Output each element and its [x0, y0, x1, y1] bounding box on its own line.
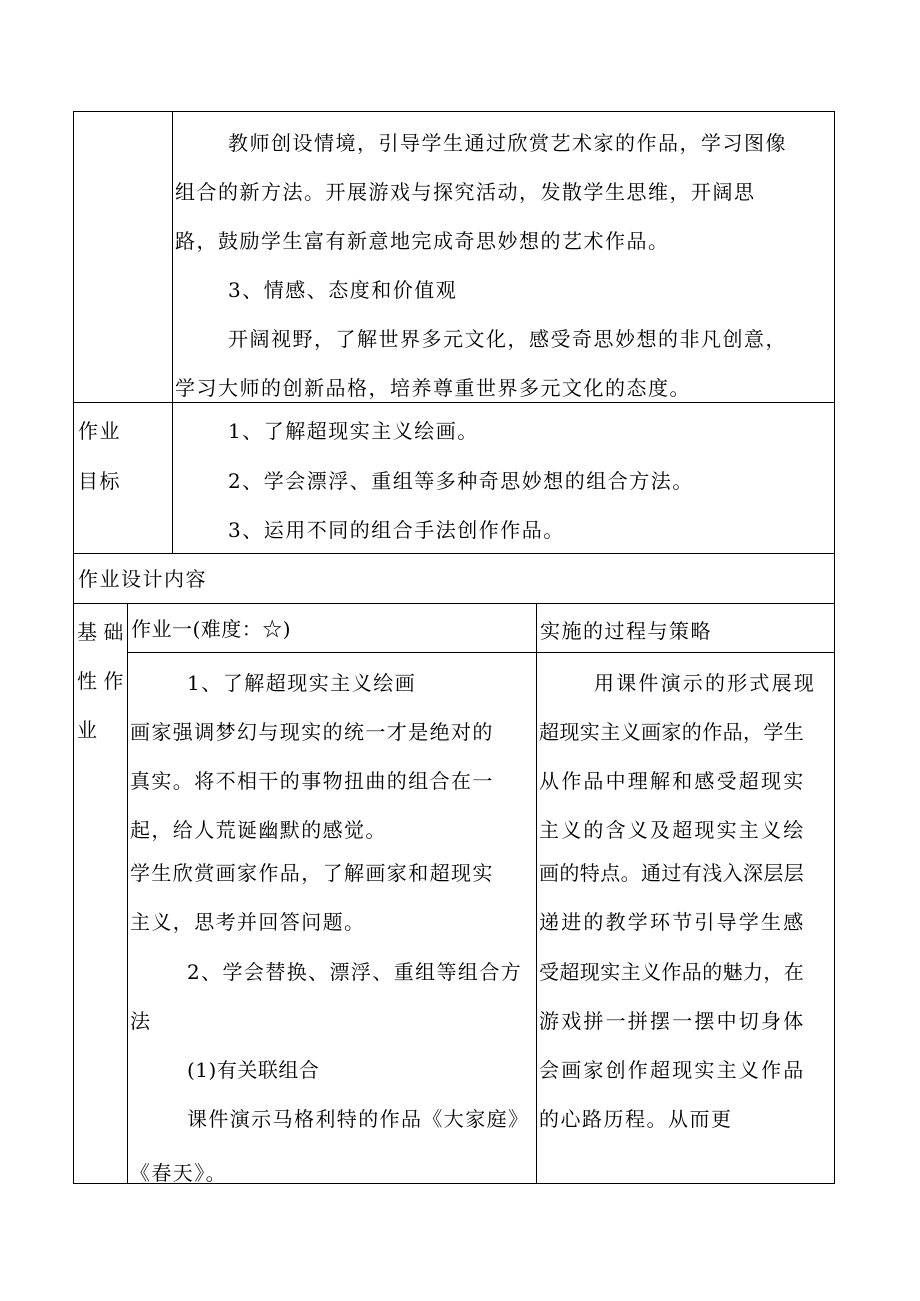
text-line: 超现实主义画家的作品，学生: [539, 720, 805, 744]
text-line: 游戏拼一拼摆一摆中切身体: [539, 1009, 806, 1033]
label-column-divider: [172, 111, 173, 554]
section-heading: 3、情感、态度和价值观: [228, 278, 458, 302]
homework-header: 作业一(难度：☆): [131, 617, 292, 641]
table-border-top: [73, 111, 835, 112]
goal-item: 3、运用不同的组合手法创作作品。: [228, 518, 565, 542]
basic-label-divider: [127, 603, 128, 1184]
text-line: 法: [130, 1009, 150, 1033]
text-line: 学习大师的创新品格，培养尊重世界多元文化的态度。: [175, 376, 691, 400]
text-line: 从作品中理解和感受超现实: [539, 769, 806, 793]
basic-label: 性 作: [77, 669, 124, 693]
text-line: 路，鼓励学生富有新意地完成奇思妙想的艺术作品。: [175, 229, 670, 253]
text-line: 开阔视野，了解世界多元文化，感受奇思妙想的非凡创意，: [228, 327, 787, 351]
goal-item: 2、学会漂浮、重组等多种奇思妙想的组合方法。: [228, 469, 694, 493]
text-line: 2、学会替换、漂浮、重组等组合方: [187, 960, 523, 984]
text-line: 用课件演示的形式展现: [594, 671, 816, 695]
text-line: 主义的含义及超现实主义绘: [539, 818, 806, 842]
strategy-header: 实施的过程与策略: [540, 619, 712, 643]
table-border-right: [834, 111, 835, 1184]
goals-label: 目标: [78, 469, 121, 493]
text-line: 教师创设情境，引导学生通过欣赏艺术家的作品，学习图像: [228, 131, 787, 155]
basic-label: 业: [77, 718, 97, 742]
text-line: 画的特点。通过有浅入深层层: [539, 861, 805, 885]
text-line: 课件演示马格利特的作品《大家庭》: [187, 1107, 530, 1131]
text-line: (1)有关联组合: [187, 1058, 320, 1082]
text-line: 会画家创作超现实主义作品: [539, 1058, 806, 1082]
text-line: 的心路历程。从而更: [539, 1107, 733, 1131]
text-line: 《春天》。: [130, 1161, 227, 1185]
text-line: 组合的新方法。开展游戏与探究活动，发散学生思维，开阔思: [175, 180, 756, 204]
row-divider-header: [127, 652, 835, 653]
row-divider-design: [73, 553, 835, 554]
text-line: 起，给人荒诞幽默的感觉。: [130, 818, 387, 842]
text-line: 1、了解超现实主义绘画: [187, 671, 417, 695]
text-line: 受超现实主义作品的魅力，在: [539, 960, 805, 984]
goal-item: 1、了解超现实主义绘画。: [228, 419, 479, 443]
strategy-column-divider: [536, 603, 537, 1184]
row-divider-goals: [73, 402, 835, 403]
basic-label: 基 础: [77, 620, 124, 644]
text-line: 画家强调梦幻与现实的统一才是绝对的: [130, 720, 494, 744]
goals-label: 作业: [78, 419, 121, 443]
text-line: 主义，思考并回答问题。: [130, 910, 366, 934]
text-line: 真实。将不相干的事物扭曲的组合在一: [130, 769, 494, 793]
design-content-title: 作业设计内容: [78, 567, 207, 591]
text-line: 学生欣赏画家作品，了解画家和超现实: [130, 861, 494, 885]
row-divider-basic: [73, 603, 835, 604]
text-line: 递进的教学环节引导学生感: [539, 910, 806, 934]
table-border-left: [73, 111, 74, 1184]
